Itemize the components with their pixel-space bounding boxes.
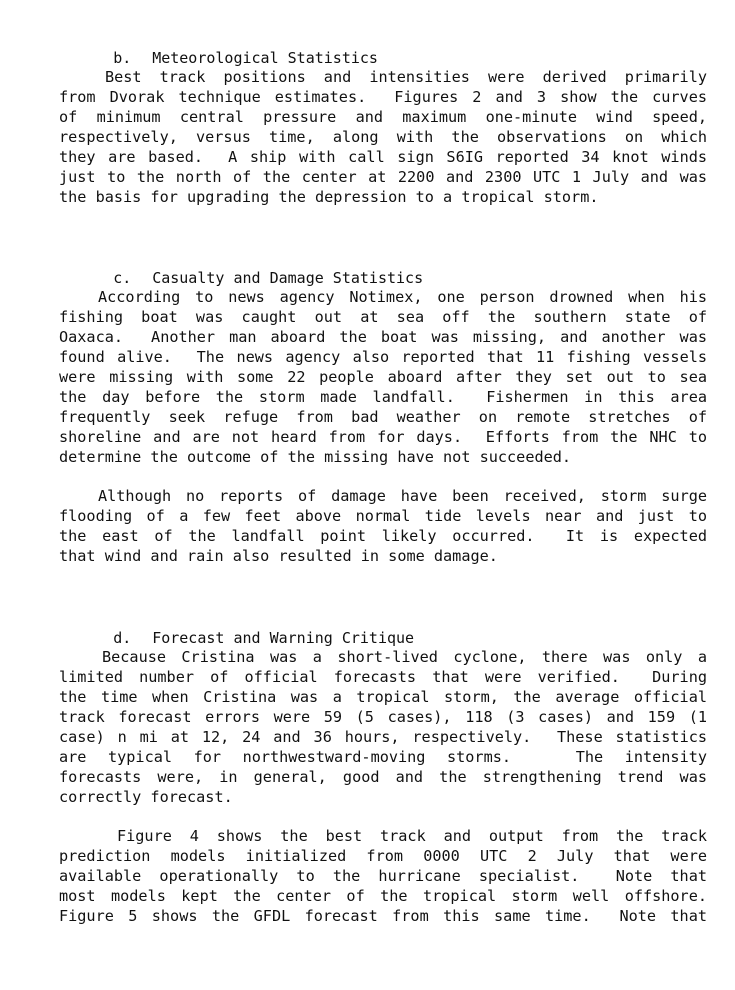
text-line: Because Cristina was a short-lived cyclone, there was only a: [102, 648, 707, 666]
section-letter: d.: [113, 629, 132, 647]
text-line: found alive. The news agency also reported that 11 fishing vessels: [59, 347, 707, 366]
paragraph: [59, 68, 707, 208]
text-line: the day before the storm made landfall. Fishermen in this area: [59, 387, 707, 406]
text-line: of minimum central pressure and maximum one-minute wind speed,: [59, 107, 707, 126]
section-title: Meteorological Statistics: [152, 49, 378, 67]
text-line: forecasts were, in general, good and the strengthening trend was: [59, 767, 707, 786]
section-heading: [59, 248, 707, 287]
section-forecast-and-warning-critique: [59, 608, 707, 925]
text-line: most models kept the center of the tropical storm well offshore.: [59, 886, 707, 905]
section-letter: b.: [113, 49, 132, 67]
paragraph: [59, 288, 707, 467]
text-line: According to news agency Notimex, one person drowned when his: [98, 288, 707, 306]
text-line: track forecast errors were 59 (5 cases), 118 (3 cases) and 159 (1: [59, 707, 707, 726]
text-line: Figure 5 shows the GFDL forecast from this same time. Note that: [59, 906, 707, 925]
section-heading: [59, 608, 707, 647]
section-letter: c.: [113, 269, 132, 287]
text-line: the basis for upgrading the depression to a tropical storm.: [59, 187, 599, 206]
section-heading: [59, 28, 707, 67]
section-title: Casualty and Damage Statistics: [152, 269, 424, 287]
text-line: the time when Cristina was a tropical storm, the average official: [59, 687, 707, 706]
paragraph: [59, 648, 707, 808]
section-title: Forecast and Warning Critique: [152, 629, 415, 647]
text-line: respectively, versus time, along with the observations on which: [59, 127, 707, 146]
text-line: flooding of a few feet above normal tide levels near and just to: [59, 506, 707, 525]
text-line: available operationally to the hurricane specialist. Note that: [59, 866, 707, 885]
text-line: case) n mi at 12, 24 and 36 hours, respectively. These statistics: [59, 727, 707, 746]
text-line: shoreline and are not heard from for days. Efforts from the NHC to: [59, 427, 707, 446]
text-line: just to the north of the center at 2200 and 2300 UTC 1 July and was: [59, 167, 707, 186]
text-line: they are based. A ship with call sign S6IG reported 34 knot winds: [59, 147, 707, 166]
text-line: from Dvorak technique estimates. Figures 2 and 3 show the curves: [59, 87, 707, 106]
text-line: limited number of official forecasts that were verified. During: [59, 667, 707, 686]
text-line: the east of the landfall point likely occurred. It is expected: [59, 526, 707, 545]
text-line: prediction models initialized from 0000 UTC 2 July that were: [59, 846, 707, 865]
text-line: were missing with some 22 people aboard after they set out to sea: [59, 367, 707, 386]
paragraph: [59, 487, 707, 567]
text-line: determine the outcome of the missing have not succeeded.: [59, 447, 572, 466]
section-casualty-and-damage-statistics: [59, 248, 707, 565]
section-meteorological-statistics: [59, 28, 707, 206]
text-line: fishing boat was caught out at sea off the southern state of: [59, 307, 707, 326]
text-line: are typical for northwestward-moving storms. The intensity: [59, 747, 707, 766]
text-line: that wind and rain also resulted in some damage.: [59, 546, 498, 565]
text-line: Oaxaca. Another man aboard the boat was missing, and another was: [59, 327, 707, 346]
text-line: frequently seek refuge from bad weather on remote stretches of: [59, 407, 707, 426]
paragraph: [59, 827, 707, 927]
text-line: correctly forecast.: [59, 787, 233, 806]
text-line: Best track positions and intensities were derived primarily: [105, 68, 707, 86]
text-line: Figure 4 shows the best track and output from the track: [117, 827, 707, 845]
text-line: Although no reports of damage have been received, storm surge: [98, 487, 707, 505]
